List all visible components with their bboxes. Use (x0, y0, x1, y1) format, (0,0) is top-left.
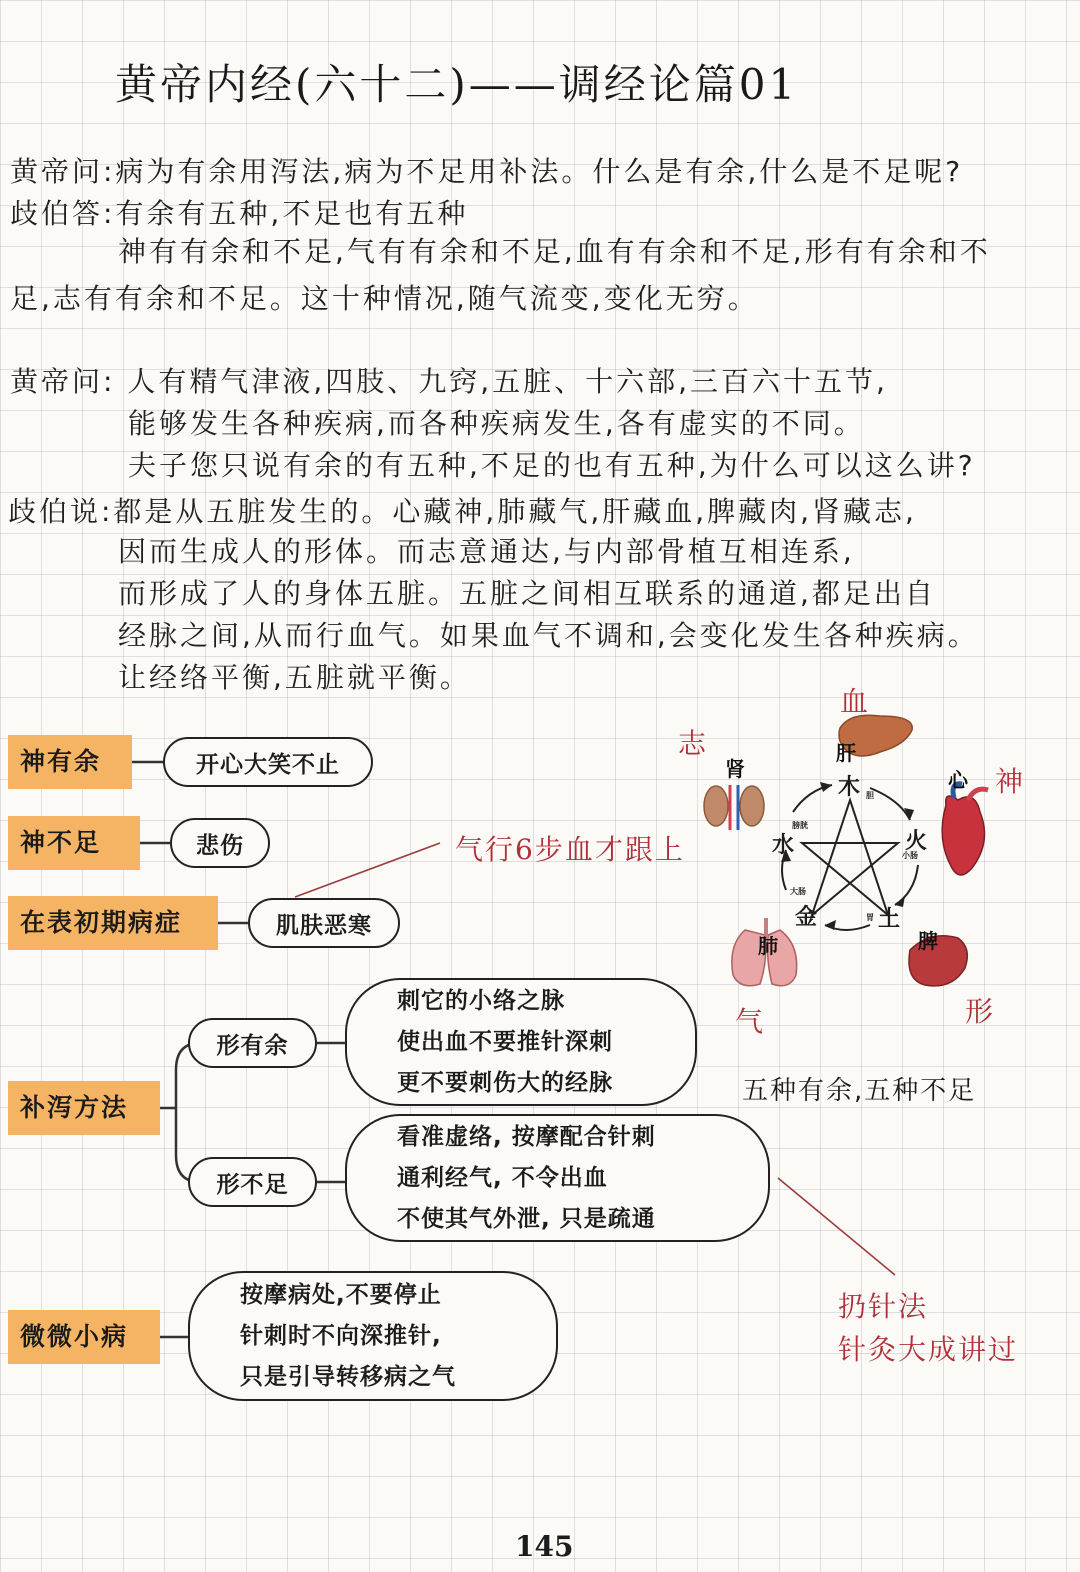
element-water: 水 (772, 833, 795, 858)
fu-small-intestine-label: 小肠 (902, 851, 918, 860)
element-earth: 土 (878, 907, 901, 932)
element-wood: 木 (838, 775, 861, 800)
tag-bu-xie: 补泻方法 (8, 1081, 160, 1135)
label-xing: 形 (965, 995, 994, 1028)
text-line-3: 神有有余和不足,气有有余和不足,血有有余和不足,形有有余和不 (118, 235, 991, 268)
label-qi: 气 (735, 1005, 764, 1038)
tag-zai-biao: 在表初期病症 (8, 896, 218, 950)
text-line-2: 歧伯答:有余有五种,不足也有五种 (10, 197, 469, 230)
fu-large-intestine-label: 大肠 (790, 887, 806, 896)
method-line: 只是引导转移病之气 (240, 1363, 456, 1390)
pill-shen-you-yu: 开心大笑不止 (163, 737, 373, 787)
fu-stomach-label: 胃 (866, 913, 874, 922)
label-shen: 神 (995, 765, 1024, 798)
text-line-10: 而形成了人的身体五脏。五脏之间相互联系的通道,都足出自 (118, 577, 936, 610)
method-line: 不使其气外泄, 只是疏通 (397, 1205, 656, 1232)
fu-gallbladder-label: 胆 (866, 791, 874, 800)
label-xue: 血 (840, 685, 869, 718)
page-title: 黄帝内经(六十二)——调经论篇01 (115, 60, 799, 109)
pill-xing-bu-zu: 形不足 (188, 1157, 317, 1207)
organ-spleen-label: 脾 (918, 929, 938, 953)
element-metal: 金 (795, 905, 818, 930)
label-zhi: 志 (678, 727, 707, 760)
method-line: 刺它的小络之脉 (397, 987, 565, 1014)
pill-shen-bu-zu: 悲伤 (170, 818, 270, 868)
text-line-7: 夫子您只说有余的有五种,不足的也有五种,为什么可以这么讲? (128, 449, 976, 482)
organ-lung-label: 肺 (758, 934, 778, 958)
text-line-6: 能够发生各种疾病,而各种疾病发生,各有虚实的不同。 (128, 407, 865, 440)
annotation-zhen-fa-1: 扔针法 (838, 1290, 929, 1323)
text-line-5: 黄帝问: 人有精气津液,四肢、九窍,五脏、十六部,三百六十五节, (10, 365, 888, 398)
method-line: 使出血不要推针深刺 (397, 1028, 613, 1055)
text-line-11: 经脉之间,从而行血气。如果血气不调和,会变化发生各种疾病。 (118, 619, 979, 652)
annotation-zhen-fa-2: 针灸大成讲过 (838, 1333, 1019, 1366)
kidney-illustration (704, 785, 764, 830)
text-line-1: 黄帝问:病为有余用泻法,病为不足用补法。什么是有余,什么是不足呢? (10, 155, 964, 188)
text-line-8: 歧伯说:都是从五脏发生的。心藏神,肺藏气,肝藏血,脾藏肉,肾藏志, (8, 495, 917, 528)
pill-xing-you-yu: 形有余 (188, 1018, 317, 1068)
tag-shen-bu-zu: 神不足 (8, 816, 140, 870)
element-fire: 火 (905, 829, 928, 854)
organ-heart-label: 心 (948, 768, 968, 792)
organ-kidney-label: 肾 (725, 757, 745, 781)
pill-zai-biao: 肌肤恶寒 (248, 898, 400, 948)
text-line-9: 因而生成人的形体。而志意通达,与内部骨植互相连系, (118, 535, 855, 568)
fu-bladder-label: 膀胱 (792, 821, 808, 830)
annotation-qi-xing: 气行6步血才跟上 (455, 833, 685, 866)
method-line: 看准虚络, 按摩配合针刺 (397, 1123, 656, 1150)
method-line: 针刺时不向深推针, (240, 1322, 442, 1349)
organ-liver-label: 肝 (836, 741, 856, 765)
page-number: 145 (515, 1530, 574, 1563)
method-line: 更不要刺伤大的经脉 (397, 1069, 613, 1096)
wuxing-caption: 五种有余,五种不足 (742, 1076, 977, 1106)
method-line: 按摩病处,不要停止 (240, 1281, 442, 1308)
text-line-4: 足,志有有余和不足。这十种情况,随气流变,变化无穷。 (10, 282, 759, 315)
heart-illustration (942, 784, 988, 875)
tag-wei-wei: 微微小病 (8, 1310, 160, 1364)
text-line-12: 让经络平衡,五脏就平衡。 (118, 661, 471, 694)
tag-shen-you-yu: 神有余 (8, 735, 132, 789)
method-line: 通利经气, 不令出血 (397, 1164, 608, 1191)
